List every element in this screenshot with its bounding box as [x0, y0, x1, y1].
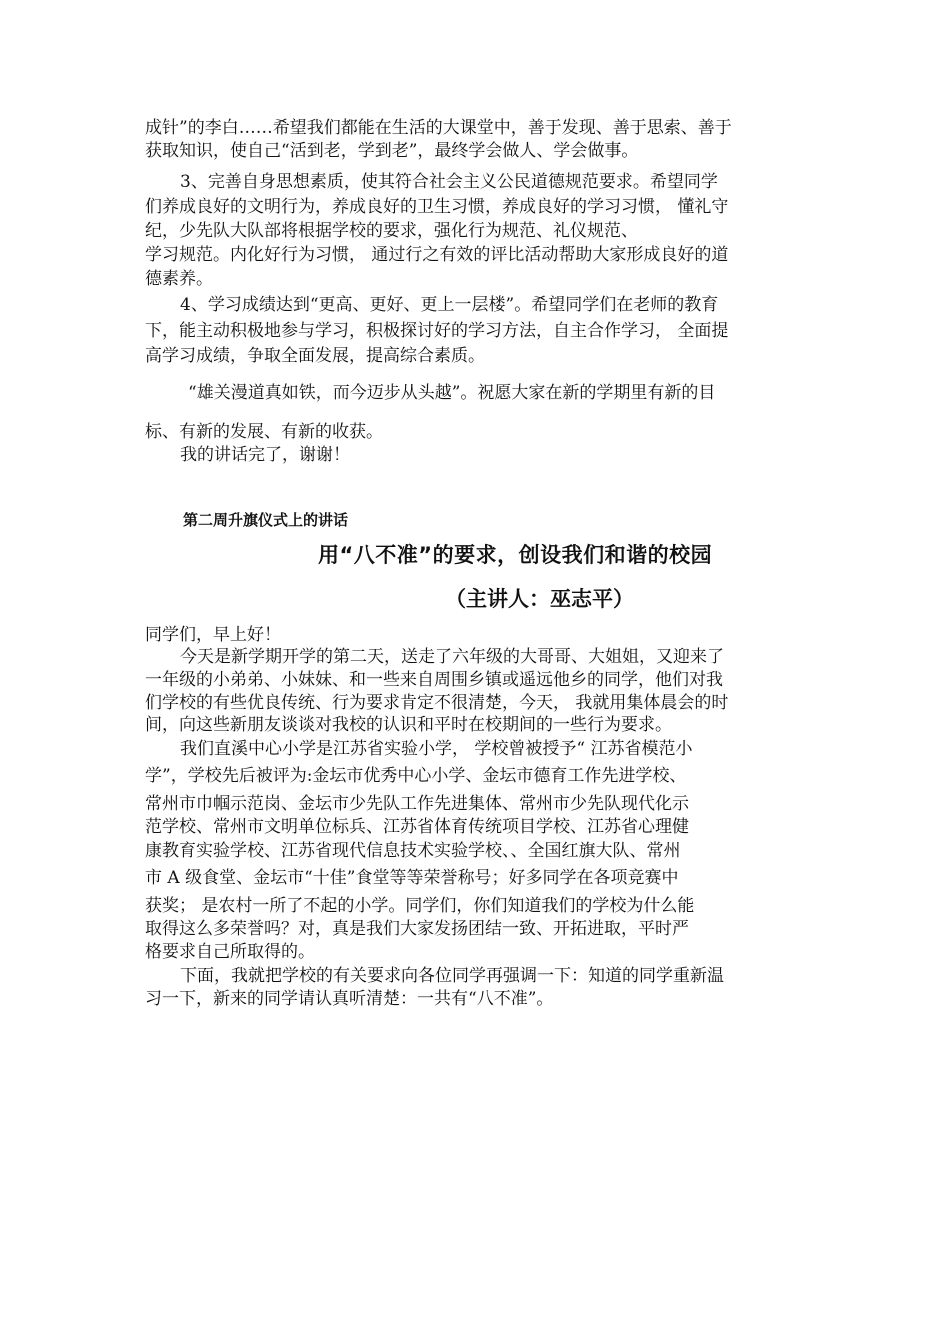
paragraph-line: 取得这么多荣誉吗？对，真是我们大家发扬团结一致、开拓进取，平时严	[145, 919, 689, 939]
greeting-line: 同学们，早上好！	[145, 625, 281, 645]
paragraph-line: 纪，少先队大队部将根据学校的要求，强化行为规范、礼仪规范、	[145, 221, 638, 241]
paragraph-line: “雄关漫道真如铁，而今迈步从头越”。祝愿大家在新的学期里有新的目	[188, 383, 716, 403]
paragraph-line: 康教育实验学校、江苏省现代信息技术实验学校、、全国红旗大队、常州	[145, 841, 681, 861]
paragraph-line: 我们直溪中心小学是江苏省实验小学， 学校曾被授予“ 江苏省模范小	[180, 739, 693, 759]
paragraph-line: 下，能主动积极地参与学习，积极探讨好的学习方法，自主合作学习， 全面提	[145, 321, 729, 341]
paragraph-line: 们学校的有些优良传统、行为要求肯定不很清楚，今天， 我就用集体晨会的时	[145, 693, 729, 713]
paragraph-line: 常州市巾帼示范岗、金坛市少先队工作先进集体、常州市少先队现代化示	[145, 794, 689, 814]
section-heading: 第二周升旗仪式上的讲话	[183, 511, 349, 529]
speech-title: 用“八不准”的要求，创设我们和谐的校园	[318, 543, 713, 567]
speaker-line: （主讲人：巫志平）	[445, 587, 634, 611]
paragraph-line: 间，向这些新朋友谈谈对我校的认识和平时在校期间的一些行为要求。	[145, 715, 672, 735]
closing-line: 我的讲话完了，谢谢！	[180, 445, 350, 465]
paragraph-line: 3、完善自身思想素质，使其符合社会主义公民道德规范要求。希望同学	[180, 172, 718, 192]
paragraph-line: 高学习成绩，争取全面发展，提高综合素质。	[145, 346, 485, 366]
paragraph-line: 今天是新学期开学的第二天，送走了六年级的大哥哥、大姐姐，又迎来了	[180, 647, 724, 667]
paragraph-line: 们养成良好的文明行为，养成良好的卫生习惯，养成良好的学习习惯， 懂礼守	[145, 197, 729, 217]
paragraph-line: 格要求自己所取得的。	[145, 942, 315, 962]
paragraph-line: 范学校、常州市文明单位标兵、江苏省体育传统项目学校、江苏省心理健	[145, 817, 689, 837]
paragraph-line: 学”，学校先后被评为:金坛市优秀中心小学、金坛市德育工作先进学校、	[145, 766, 687, 786]
paragraph-line: 4、学习成绩达到“更高、更好、更上一层楼”。希望同学们在老师的教育	[180, 295, 719, 315]
paragraph-line: 成针”的李白……希望我们都能在生活的大课堂中，善于发现、善于思索、善于	[145, 118, 732, 138]
paragraph-line: 习一下，新来的同学请认真听清楚：一共有“八不准”。	[145, 989, 554, 1009]
paragraph-line: 市 A 级食堂、金坛市“十佳”食堂等等荣誉称号；好多同学在各项竞赛中	[145, 868, 679, 888]
paragraph-line: 德素养。	[145, 269, 213, 289]
paragraph-line: 学习规范。内化好行为习惯， 通过行之有效的评比活动帮助大家形成良好的道	[145, 245, 729, 265]
paragraph-line: 标、有新的发展、有新的收获。	[145, 422, 383, 442]
paragraph-line: 获取知识，使自己“活到老，学到老”，最终学会做人、学会做事。	[145, 141, 639, 161]
paragraph-line: 一年级的小弟弟、小妹妹、和一些来自周围乡镇或遥远他乡的同学，他们对我	[145, 670, 723, 690]
paragraph-line: 下面，我就把学校的有关要求向各位同学再强调一下：知道的同学重新温	[180, 966, 724, 986]
paragraph-line: 获奖； 是农村一所了不起的小学。同学们，你们知道我们的学校为什么能	[145, 896, 695, 916]
